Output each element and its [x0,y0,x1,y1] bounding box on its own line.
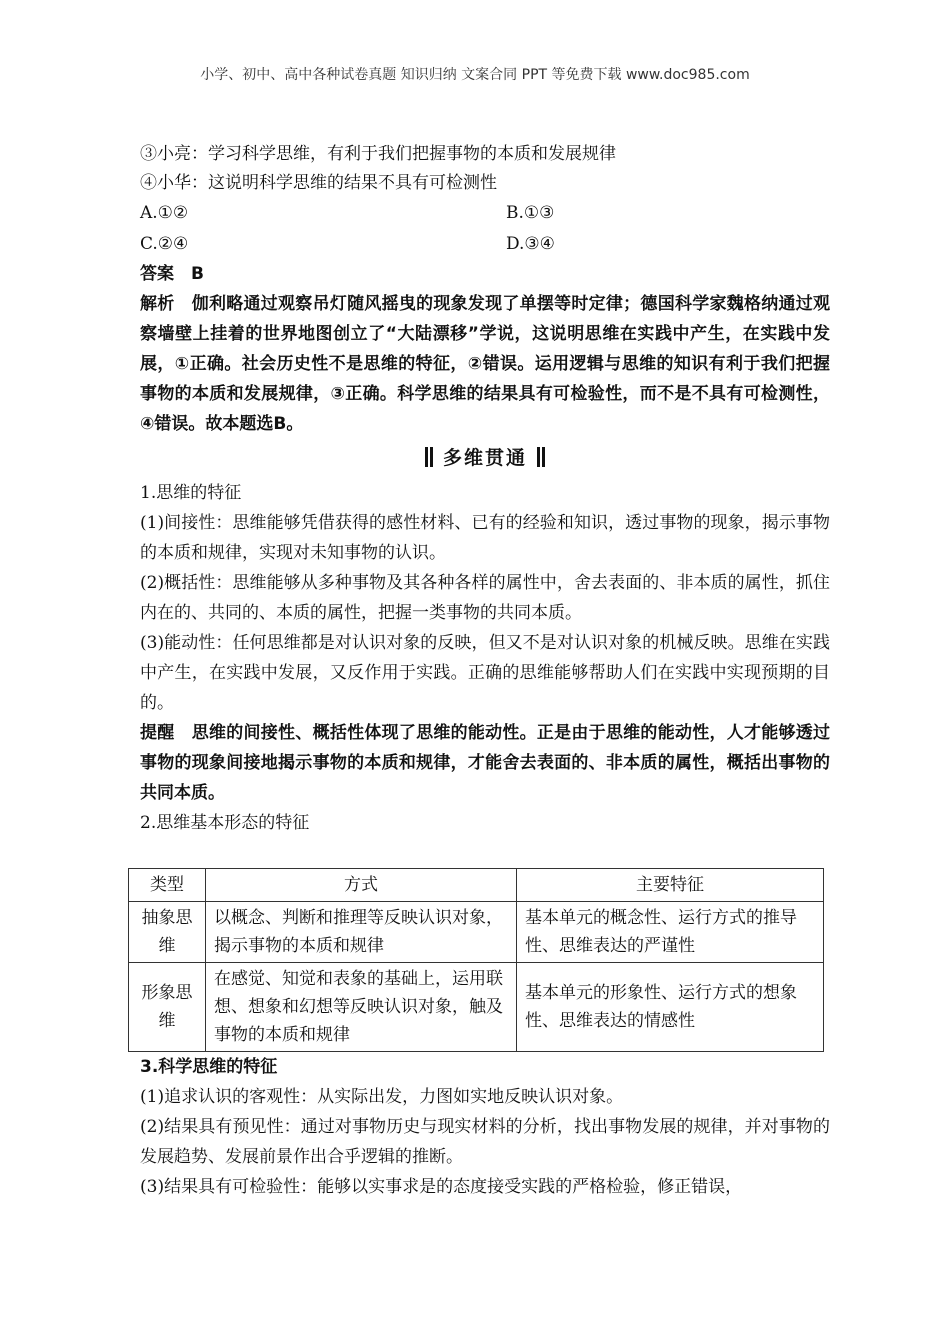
title-bar-left-2 [430,447,433,467]
table-header-row [129,869,824,902]
option-d: D.③④ [506,234,555,254]
section-title [140,443,830,470]
paragraph: (3)能动性：任何思维都是对认识对象的反映，但又不是对认识对象的机械反映。思维在实践中产生，在实践中发展，又反作用于实践。正确的思维能够帮助人们在实践中实现预期的目的。 [140,633,830,713]
document-body [140,140,830,1202]
paragraph: (2)概括性：思维能够从多种事物及其各种各样的属性中，舍去表面的、非本质的属性，抓住内在的、共同的、本质的属性，把握一类事物的共同本质。 [140,573,830,623]
paragraph: (1)间接性：思维能够凭借获得的感性材料、已有的经验和知识，透过事物的现象，揭示事物的本质和规律，实现对未知事物的认识。 [140,513,830,563]
title-bar-right-2 [542,447,545,467]
forms-table [128,868,824,1052]
title-bar-right [537,447,540,467]
table-header: 方式 [206,869,517,902]
table-cell: 形象思维 [129,963,206,1052]
option-a: A.①② [140,203,189,223]
table-cell: 以概念、判断和推理等反映认识对象，揭示事物的本质和规律 [206,902,517,963]
answer: 答案 B [140,264,204,284]
question-line: ④小华：这说明科学思维的结果不具有可检测性 [140,173,497,193]
option-c: C.②④ [140,234,189,254]
table-header: 类型 [129,869,206,902]
paragraph: (2)结果具有预见性：通过对事物历史与现实材料的分析，找出事物发展的规律，并对事物的发展趋势、发展前景作出合乎逻辑的推断。 [140,1117,830,1167]
heading-1: 1.思维的特征 [140,483,242,503]
heading-3: 3.科学思维的特征 [140,1057,278,1077]
paragraph: (3)结果具有可检验性：能够以实事求是的态度接受实践的严格检验，修正错误， [140,1177,743,1197]
question-line: ③小亮：学习科学思维，有利于我们把握事物的本质和发展规律 [140,144,616,164]
page-header: 小学、初中、高中各种试卷真题 知识归纳 文案合同 PPT 等免费下载 www.doc985.com [200,67,750,83]
heading-2: 2.思维基本形态的特征 [140,813,310,833]
table-cell: 基本单元的概念性、运行方式的推导性、思维表达的严谨性 [517,902,824,963]
table-cell: 抽象思维 [129,902,206,963]
paragraph: (1)追求认识的客观性：从实际出发，力图如实地反映认识对象。 [140,1087,624,1107]
option-b: B.①③ [506,203,555,223]
options-row [140,229,830,260]
tip: 提醒 思维的间接性、概括性体现了思维的能动性。正是由于思维的能动性，人才能够透过事物的现象间接地揭示事物的本质和规律，才能舍去表面的、非本质的属性，概括出事物的共同本质。 [140,723,830,803]
analysis: 解析 伽利略通过观察吊灯随风摇曳的现象发现了单摆等时定律；德国科学家魏格纳通过观察墙壁上挂着的世界地图创立了“大陆漂移”学说，这说明思维在实践中产生，在实践中发展，①正确。社会历史性不是思维的特征，②错误。运用逻辑与思维的知识有利于我们把握事物的本质和发展规律，③正确。科学思维的结果具有可检验性，而不是不具有可检测性，④错误。故本题选B。 [140,294,830,434]
table-cell: 基本单元的形象性、运行方式的想象性、思维表达的情感性 [517,963,824,1052]
table-row [129,963,824,1052]
title-bar-left [425,447,428,467]
table-cell: 在感觉、知觉和表象的基础上，运用联想、想象和幻想等反映认识对象，触及事物的本质和规律 [206,963,517,1052]
section-title-text: 多维贯通 [442,447,527,469]
table-header: 主要特征 [517,869,824,902]
options-row [140,198,830,229]
table-row [129,902,824,963]
